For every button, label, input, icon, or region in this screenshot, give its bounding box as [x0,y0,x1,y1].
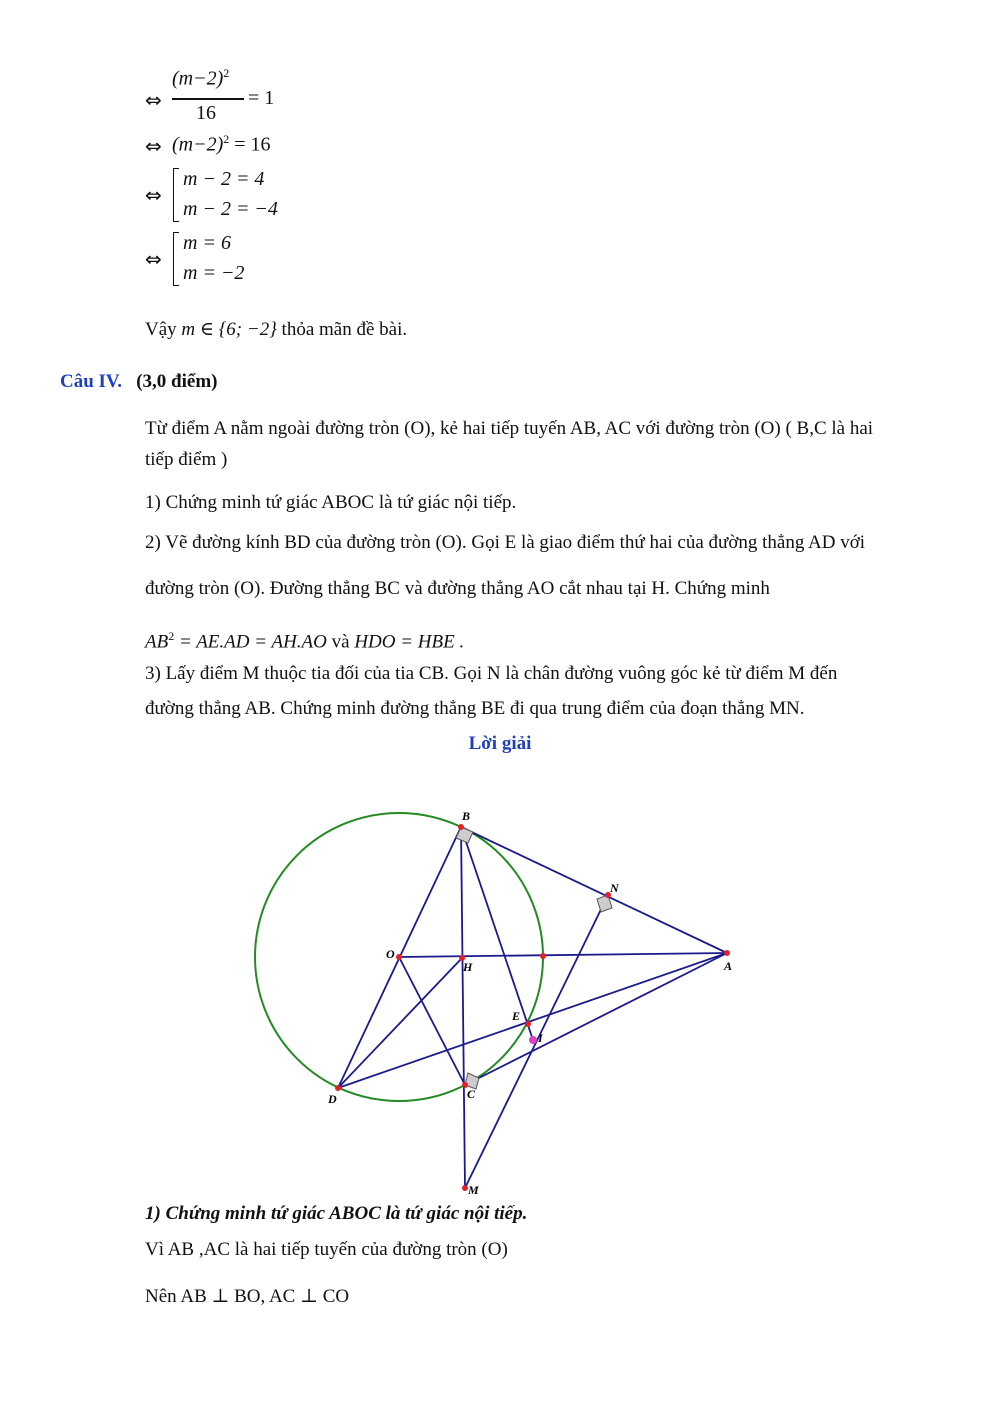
label-h: H [463,960,473,974]
step1-numerator: $(m-2)^2$ [172,66,230,90]
fraction-bar [172,98,244,100]
question-intro-line1: Từ điểm A nằm ngoài đường tròn (O), kẻ hai tiếp tuyến AB, AC với đường tròn (O) ( B,C là hai [145,418,874,439]
iff-symbol: ⇔ [145,247,162,271]
solution-title: Lời giải [468,733,532,754]
system-bracket [173,232,179,286]
label-e: E [512,1009,521,1023]
label-i: I [538,1031,543,1045]
point-a [724,950,730,956]
solution-subheading-1: 1) Chứng minh tứ giác ABOC là tứ giác nội tiếp. [145,1203,528,1224]
line-oc [399,957,465,1085]
conclusion-line: Vậy m ∈ {6; −2} thỏa mãn đề bài. [145,319,408,340]
figure-lines [338,827,727,1188]
step4-case-a: m = 6 [183,232,231,254]
figure-points [335,824,733,1191]
line-be [461,827,533,1040]
question-part3-line1: 3) Lấy điểm M thuộc tia đối của tia CB. Gọi N là chân đường vuông góc kẻ từ điểm M đến [145,663,838,684]
question-heading: Câu IV. (3,0 điểm) [60,371,218,392]
step3-case-a: m − 2 = 4 [183,168,265,190]
point-o [396,954,402,960]
point-i [529,1036,537,1044]
iff-symbol: ⇔ [145,88,162,112]
question-part2-line2: đường tròn (O). Đường thẳng BC và đường thẳng AO cắt nhau tại H. Chứng minh [145,578,770,599]
solution-line2: Nên AB ⊥ BO, AC ⊥ CO [145,1286,350,1307]
iff-symbol: ⇔ [145,183,162,207]
step3-case-b: m − 2 = −4 [183,198,278,220]
step2-lhs: $(m-2)^2 = 16$ [172,132,271,156]
line-ca [465,953,727,1085]
point-b [458,824,464,830]
label-m: M [468,1183,479,1197]
line-dh [338,958,462,1088]
geometry-figure [240,800,780,1200]
question-part2-line3: $AB^2 = AE.AD = AH.AO$ và HDO = HBE . [145,629,465,653]
line-oa [399,953,727,957]
label-n: N [610,881,619,895]
question-part2-line1: 2) Vẽ đường kính BD của đường tròn (O). Gọi E là giao điểm thứ hai của đường thẳng AD với [145,532,866,553]
label-b: B [462,809,471,823]
right-angle-b [456,827,473,843]
label-c: C [467,1087,476,1101]
line-bm [461,827,465,1188]
label-a: A [724,959,733,973]
question-part3-line2: đường thẳng AB. Chứng minh đường thẳng BE đi qua trung điểm của đoạn thẳng MN. [145,698,805,719]
label-d: D [328,1092,337,1106]
step1-rhs: = 1 [248,87,275,109]
step4-case-b: m = −2 [183,262,245,284]
system-bracket [173,168,179,222]
step1-denominator: 16 [196,102,216,124]
point-e [525,1021,531,1027]
solution-line1: Vì AB ,AC là hai tiếp tuyến của đường tròn (O) [145,1239,508,1260]
point-circle-ao [540,953,546,959]
line-ba [461,827,727,953]
line-da [338,953,727,1088]
label-o: O [386,947,395,961]
question-intro-line2: tiếp điểm ) [145,449,228,470]
question-part1: 1) Chứng minh tứ giác ABOC là tứ giác nội tiếp. [145,492,517,513]
iff-symbol: ⇔ [145,134,162,158]
point-d [335,1085,341,1091]
